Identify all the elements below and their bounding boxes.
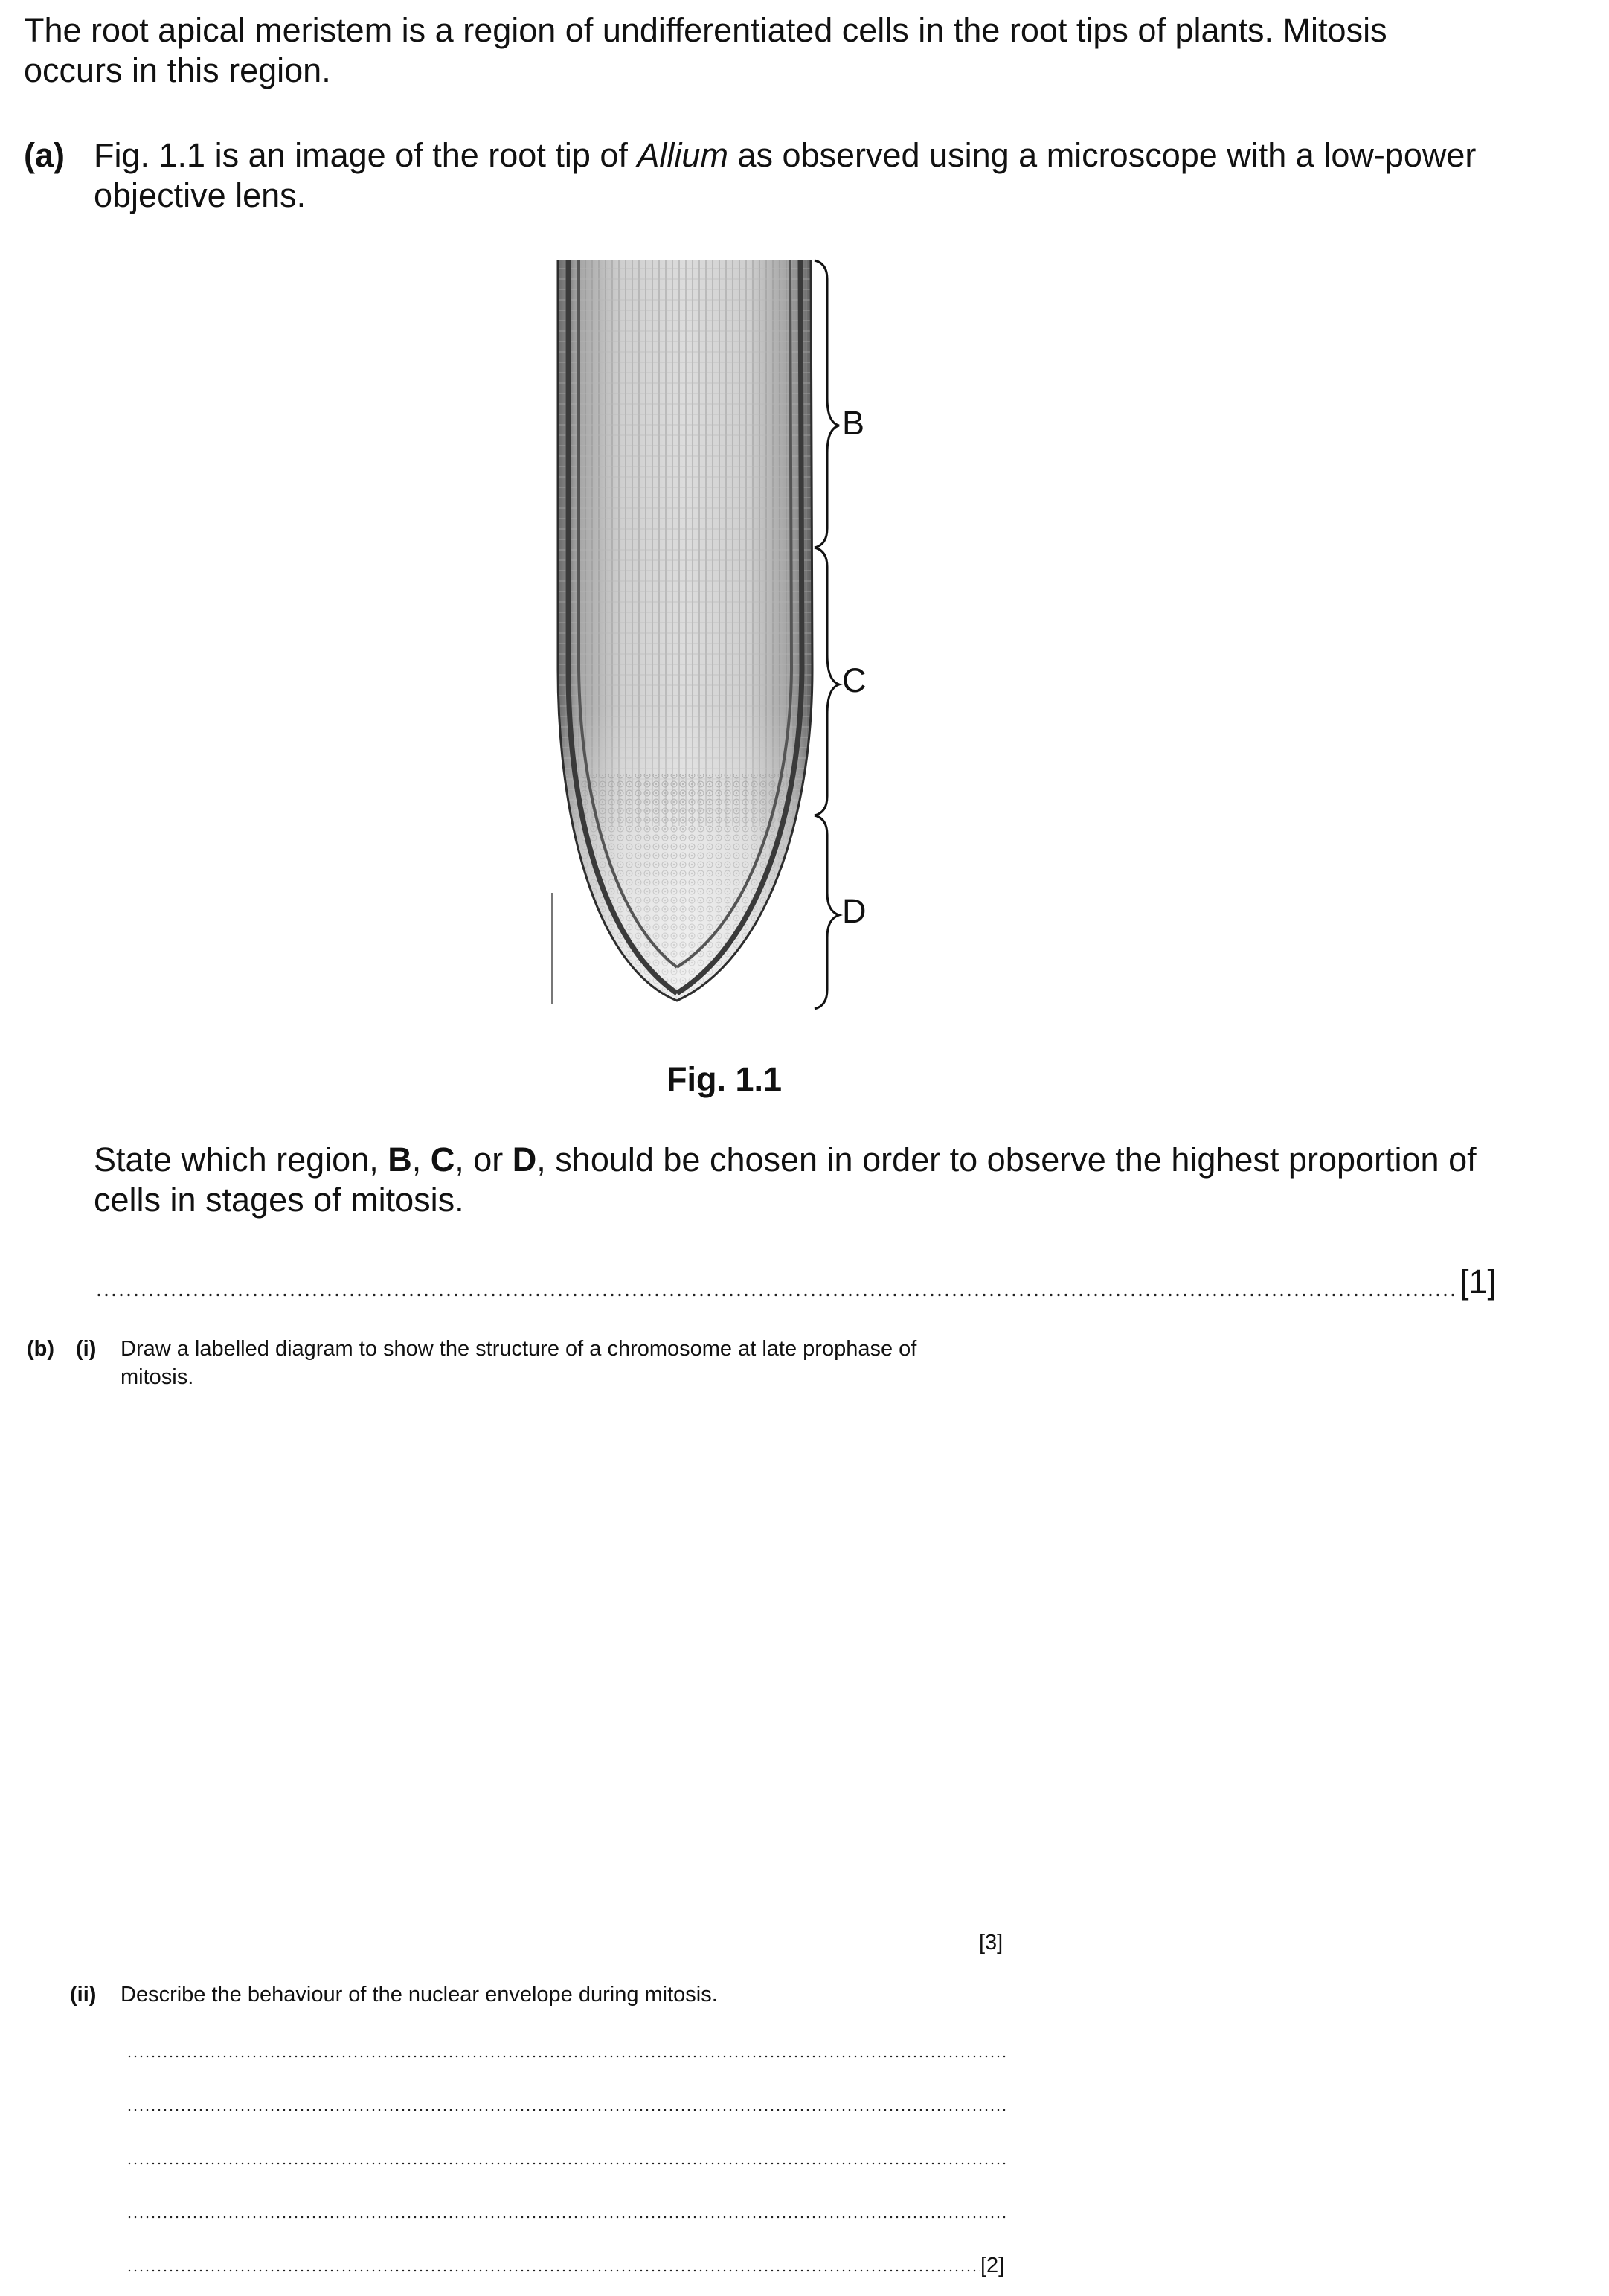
figure-caption: Fig. 1.1: [667, 1060, 783, 1098]
part-a-label: (a): [24, 136, 65, 174]
drawing-area[interactable]: [119, 1399, 1009, 1920]
brace-b: [815, 260, 839, 548]
brace-c: [815, 548, 839, 815]
marks-a: [1]: [1459, 1263, 1497, 1301]
part-b-i-line-1: Draw a labelled diagram to show the structure of a chromosome at late prophase of: [121, 1337, 917, 1361]
part-b-label: (b): [27, 1337, 55, 1361]
part-a-text-before: Fig. 1.1 is an image of the root tip of: [94, 136, 638, 174]
q-region-b: B: [388, 1141, 412, 1179]
q-text-2: ,: [411, 1141, 431, 1179]
part-a-text: [94, 135, 1507, 176]
intro-line-1: The root apical meristem is a region of undifferentiated cells in the root tips of plants. Mitosis: [24, 11, 1387, 49]
marks-b-ii: [2]: [980, 2254, 1005, 2277]
part-a-question-line-2: cells in stages of mitosis.: [94, 1181, 464, 1219]
q-text-3: , or: [455, 1141, 513, 1179]
region-label-d: D: [842, 892, 867, 930]
q-region-d: D: [512, 1141, 537, 1179]
part-b-i-label: (i): [76, 1337, 97, 1361]
q-text-1: State which region,: [94, 1141, 388, 1179]
part-b-ii-text: Describe the behaviour of the nuclear envelope during mitosis.: [121, 1983, 718, 2007]
answer-line-b-ii-4[interactable]: [126, 2216, 1009, 2219]
part-b-ii-label: (ii): [70, 1983, 97, 2007]
answer-line-b-ii-2[interactable]: [126, 2109, 1009, 2111]
region-label-b: B: [842, 404, 865, 442]
part-a-text-italic: Allium: [637, 136, 728, 174]
answer-line-b-ii-5[interactable]: [126, 2269, 980, 2272]
part-a-text-line-2: objective lens.: [94, 176, 306, 214]
part-b-i-line-2: mitosis.: [121, 1365, 194, 1389]
region-label-c: C: [842, 661, 867, 699]
part-a-question: [94, 1140, 1477, 1180]
part-a-text-after: as observed using a microscope with a low-power: [728, 136, 1477, 174]
answer-line-b-ii-3[interactable]: [126, 2162, 1009, 2165]
marks-b-i: [3]: [979, 1931, 1003, 1955]
q-text-4: , should be chosen in order to observe the highest proportion of: [536, 1141, 1477, 1179]
answer-line-a[interactable]: [95, 1293, 1458, 1297]
intro-line-2: occurs in this region.: [24, 51, 331, 89]
brace-d: [815, 815, 839, 1009]
q-region-c: C: [430, 1141, 455, 1179]
answer-line-b-ii-1[interactable]: [126, 2055, 1009, 2058]
